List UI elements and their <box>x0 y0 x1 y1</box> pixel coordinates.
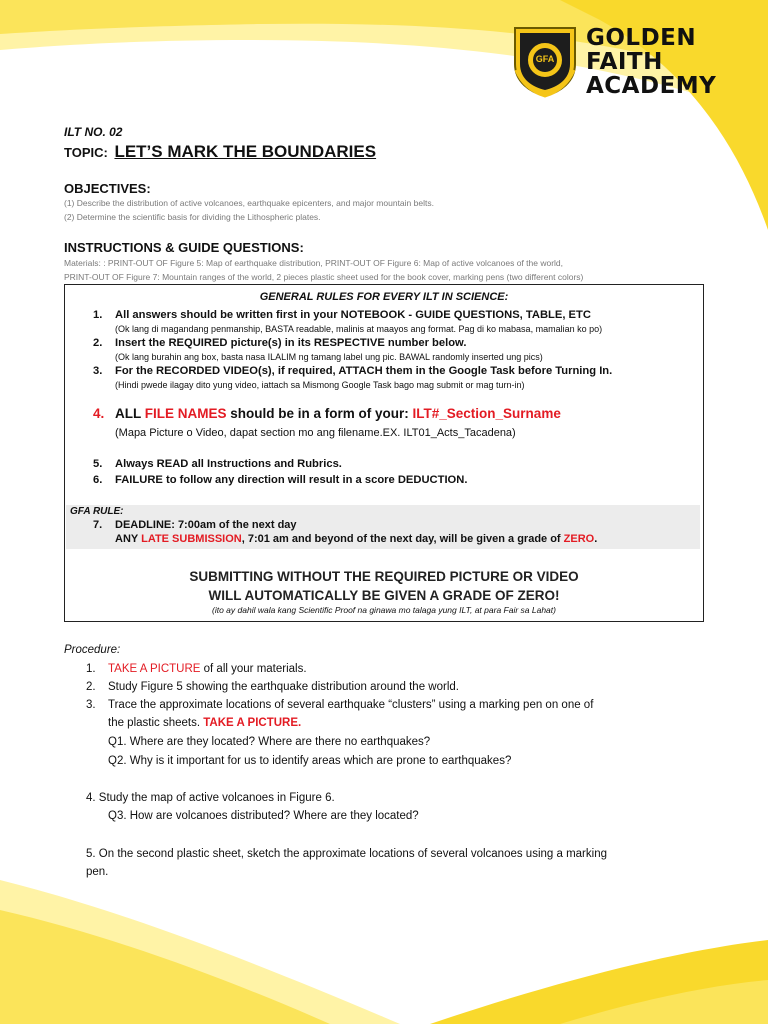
step-2 <box>86 681 459 693</box>
rule-7-late <box>115 533 597 545</box>
step-1 <box>86 663 307 675</box>
rule-3 <box>93 365 612 377</box>
question-3: Q3. How are volcanoes distributed? Where are they located? <box>108 810 419 822</box>
step-3-line-1: Trace the approximate locations of several earthquake “clusters” using a marking pen on one of <box>108 699 594 711</box>
rule-5-number: 5. <box>93 458 103 470</box>
rule-1-text: All answers should be written first in your NOTEBOOK - GUIDE QUESTIONS, TABLE, ETC <box>115 309 591 321</box>
rule-2 <box>93 337 466 349</box>
rule-1 <box>93 309 591 321</box>
step-2-number: 2. <box>86 681 96 693</box>
topic <box>64 142 376 162</box>
rule-4-number: 4. <box>93 406 105 421</box>
rule-2-note: (Ok lang burahin ang box, basta nasa ILALIM ng tamang label ung pic. BAWAL randomly inserted ung pics) <box>115 352 543 362</box>
rule-4-format: ILT#_Section_Surname <box>412 406 561 421</box>
question-2: Q2. Why is it important for us to identify areas which are prone to earthquakes? <box>108 755 512 767</box>
rule-3-text: For the RECORDED VIDEO(s), if required, ATTACH them in the Google Task before Turning In. <box>115 365 613 377</box>
step-1-text: of all your materials. <box>200 663 307 675</box>
general-rules-title: GENERAL RULES FOR EVERY ILT IN SCIENCE: <box>259 291 509 303</box>
rule-7-late-submission: LATE SUBMISSION <box>141 533 242 545</box>
school-name-line1: GOLDEN <box>586 25 697 51</box>
rule-7 <box>93 519 297 531</box>
submit-warning-line-1: SUBMITTING WITHOUT THE REQUIRED PICTURE OR VIDEO <box>189 569 579 584</box>
general-rules-box <box>64 284 704 622</box>
topic-label: TOPIC: <box>64 145 108 160</box>
rule-7-late-a: ANY <box>115 533 142 545</box>
ilt-number: ILT NO. 02 <box>64 125 123 139</box>
rule-6-text: FAILURE to follow any direction will result in a score DEDUCTION. <box>115 474 468 486</box>
rule-5 <box>93 458 342 470</box>
step-3-line-2-text: the plastic sheets. <box>108 717 204 729</box>
step-5-line-2: pen. <box>86 866 109 878</box>
rule-6 <box>93 474 467 486</box>
rule-4-text-a: ALL <box>115 406 145 421</box>
step-1-take-picture: TAKE A PICTURE <box>108 663 201 675</box>
step-1-number: 1. <box>86 663 96 675</box>
rule-6-number: 6. <box>93 474 103 486</box>
rule-3-note: (Hindi pwede ilagay dito yung video, iattach sa Mismong Google Task bago mag submit or mag turn-in) <box>115 380 525 390</box>
procedure-heading: Procedure: <box>64 644 121 656</box>
step-5-line-1: 5. On the second plastic sheet, sketch the approximate locations of several volcanoes using a marking <box>86 848 607 860</box>
step-4: 4. Study the map of active volcanoes in Figure 6. <box>86 792 335 804</box>
rule-1-note: (Ok lang di magandang penmanship, BASTA readable, malinis at maayos ang format. Pag di ko mabasa, mamalian ko po) <box>115 324 603 334</box>
instructions-heading: INSTRUCTIONS & GUIDE QUESTIONS: <box>64 240 304 255</box>
step-2-text: Study Figure 5 showing the earthquake distribution around the world. <box>108 681 459 693</box>
step-3-number: 3. <box>86 699 96 711</box>
objective-1: (1) Describe the distribution of active volcanoes, earthquake epicenters, and major mountain belts. <box>64 198 434 208</box>
topic-title: LET’S MARK THE BOUNDARIES <box>114 142 377 161</box>
rule-3-number: 3. <box>93 365 103 377</box>
rule-2-number: 2. <box>93 337 103 349</box>
school-name-line3: ACADEMY <box>586 73 717 99</box>
objectives-heading: OBJECTIVES: <box>64 181 151 196</box>
rule-4-file-names: FILE NAMES <box>144 406 227 421</box>
rule-7-zero: ZERO <box>563 533 595 545</box>
rule-7-late-c: , 7:01 am and beyond of the next day, will be given a grade of <box>241 533 564 545</box>
rule-2-text: Insert the REQUIRED picture(s) in its RESPECTIVE number below. <box>115 337 467 349</box>
submit-warning-note: (ito ay dahil wala kang Scientific Proof na ginawa mo talaga yung ILT, at para Fair sa Lahat) <box>212 605 556 615</box>
gfa-rule-label: GFA RULE: <box>70 506 124 517</box>
materials-line-2: PRINT-OUT OF Figure 7: Mountain ranges of the world, 2 pieces plastic sheet used for the book cover, marking pens (two different colors) <box>64 272 584 282</box>
rule-7-text: DEADLINE: 7:00am of the next day <box>115 519 297 531</box>
rule-7-number: 7. <box>93 519 103 531</box>
step-3-take-picture: TAKE A PICTURE. <box>203 717 302 729</box>
rule-4-note: (Mapa Picture o Video, dapat section mo ang filename.EX. ILT01_Acts_Tacadena) <box>115 427 516 439</box>
rule-7-late-e: . <box>594 533 598 545</box>
submit-warning-line-2: WILL AUTOMATICALLY BE GIVEN A GRADE OF ZERO! <box>208 588 560 603</box>
rule-4-text-c: should be in a form of your: <box>226 406 413 421</box>
school-name-line2: FAITH <box>586 49 663 75</box>
step-3-line-2 <box>108 717 301 729</box>
question-1: Q1. Where are they located? Where are there no earthquakes? <box>108 736 431 748</box>
materials-line-1: Materials: : PRINT-OUT OF Figure 5: Map of earthquake distribution, PRINT-OUT OF Figure 6: Map of active volcanoes of the world, <box>64 258 564 268</box>
objective-2: (2) Determine the scientific basis for dividing the Lithospheric plates. <box>64 212 321 222</box>
seal-initials: GFA <box>535 54 555 64</box>
rule-5-text: Always READ all Instructions and Rubrics. <box>115 458 342 470</box>
step-3 <box>86 699 593 711</box>
school-name <box>586 26 716 98</box>
rule-4 <box>93 406 561 421</box>
rule-1-number: 1. <box>93 309 103 321</box>
